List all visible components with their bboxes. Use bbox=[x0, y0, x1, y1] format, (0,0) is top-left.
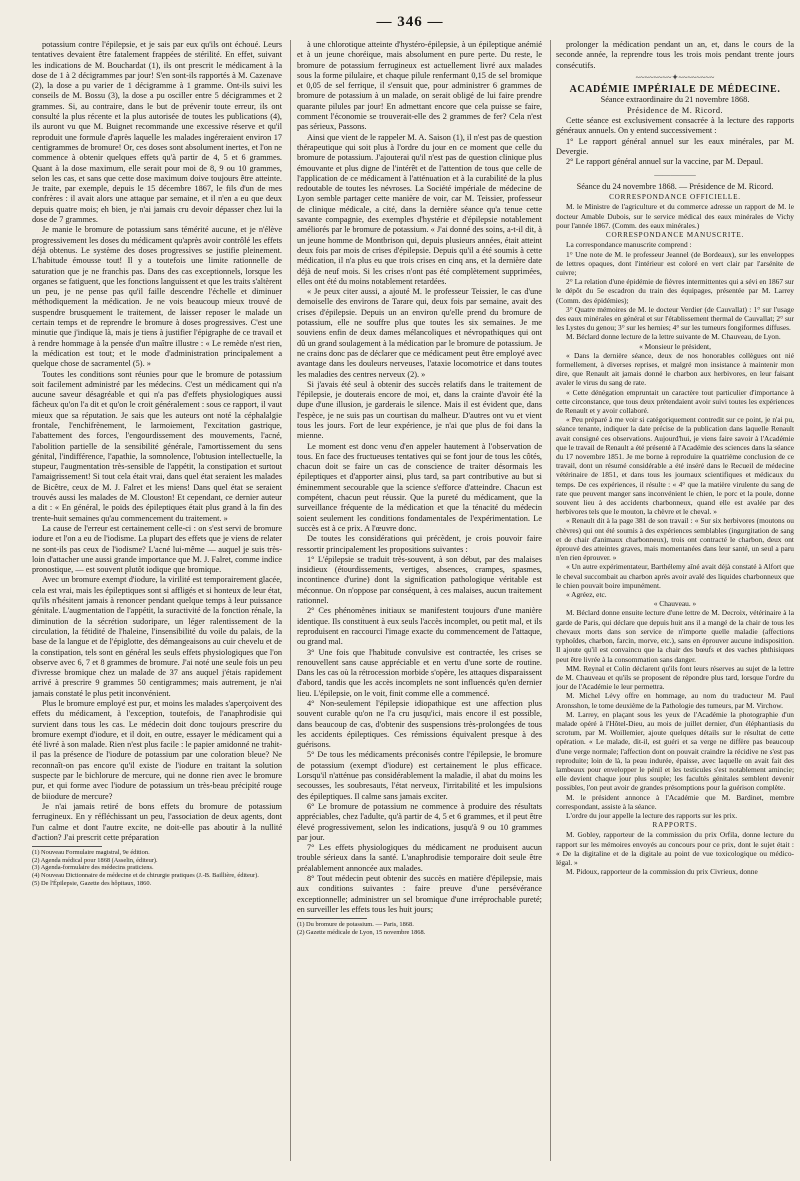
paragraph: La correspondance manuscrite comprend : bbox=[566, 240, 692, 250]
paragraph: 1° Une note de M. le professeur Jeannel (de Bordeaux), sur les enveloppes de lettres opaques, dont l'intérieur est coloré en vert clair par l'arsénite de cuivre; bbox=[556, 249, 794, 277]
paragraph: Ainsi que vient de le rappeler M. A. Saison (1), il n'est pas de question thérapeutique qui soit plus à l'ordre du jour en ce moment que celle du bromure de potassium. J'ajouterai qu'il n'est pas de question clinique plus émouvante et plus digne de l'intérêt et de l'attention de tous que celle de l'application de ce médicament à l'atténuation et à la curabilité de la plus redoutable de toutes les névroses. La Société impériale de médecine de Lyon semble partager cette manière de voir, car M. Teissier, professeur de clinique médicale, a cité, dans la dernière séance qu'a tenue cette savante compagnie, des exemples d'hystérie et d'épilepsie notablement améliorés par le bromure de potassium. « J'ai donné des soins, a-t-il dit, à un jeune homme de Montbrison qui, depuis plusieurs années, était atteint deux fois par mois de crises d'épilepsie. Depuis qu'il a été soumis à cette médication, il n'a plus eu que trois crises en cinq ans, et la dernière date déjà de neuf mois. Si les crises n'ont pas été complètement supprimées, elles ont été du moins notablement retardées. bbox=[297, 132, 542, 286]
paragraph: à une chlorotique atteinte d'hystéro-épilepsie, à un épileptique anémié et à un jeune choréique, mais absolument en pure perte. Du reste, le bromure de potassium ferrugineux est actuellement livré aux malades sous la forme pilulaire, et chaque pilule renfermant 0,15 de sel bromique et 0,05 de sel ferrique, il s'ensuit que, pour administrer 6 grammes de bromure de potassium à un malade, on serait obligé de lui faire prendre quarante pilules par jour! En admettant encore que cela puisse se faire, comment l'économie se trouverait-elle des 2 grammes de fer? Cela n'est pas sérieux, Passons. bbox=[297, 40, 542, 132]
paragraph: L'ordre du jour appelle la lecture des rapports sur les prix. bbox=[566, 810, 738, 820]
column-right bbox=[556, 40, 794, 1169]
paragraph: Je manie le bromure de potassium sans témérité aucune, et je n'élève progressivement les doses du médicament qu'après avoir contrôlé les effets déjà obtenus. Le système des doses progressives se justifie pleinement. L'habitude émousse tout! Il y a toutefois une limite rationnelle de saturation que je ne franchis pas. Dans des cas exceptionnels, lorsque les organes se fatiguent, que les fonctions languissent et que les traits s'altèrent un peu, je ne pense pas qu'il faille descendre l'échelle et diminuer méthodiquement la médication. Je ne vois beaucoup mieux trouvé de suspendre brusquement le traitement, de laisser reposer le malade un certain temps et de reprendre le bromure à doses progressives. C'est une minutie que j'indique là, mais je tiens à justifier l'épigraphe de ce travail et à rendre hommage à la pensée d'un maître illustre : « Le remède n'est rien, la médication est tout; et le mode d'administration principalement a quelque chose de sacramentel (5). » bbox=[32, 225, 282, 369]
paragraph: 2° La relation d'une épidémie de fièvres intermittentes qui a sévi en 1867 sur le dépôt du 5e escadron du train des équipages, présentée par M. Larrey (Comm. des épidémies); bbox=[556, 277, 794, 305]
paragraph: M. Pidoux, rapporteur de la commission du prix Civrieux, donne bbox=[566, 867, 758, 877]
proposition: 8° Tout médecin peut obtenir des succès en matière d'épilepsie, mais aux conditions suivantes : faire preuve d'une persévérance exceptionnelle; administrer un sel bromique d'une irréprochable pureté; en surveiller les effets tous les huit jours; bbox=[297, 874, 542, 914]
subsection-title: CORRESPONDANCE MANUSCRITE. bbox=[605, 231, 745, 240]
paragraph: « Dans la dernière séance, deux de nos honorables collègues ont nié formellement, à diverses reprises, et malgré mon insistance à maintenir mon dire, que Renault ait jamais donné le charbon aux herbivores, en leur faisant avaler le virus du sang de rate. bbox=[556, 350, 794, 388]
paragraph: Avec un bromure exempt d'iodure, la virilité est temporairement glacée, cela est vrai, mais les épileptiques sont si affligés et si honteux de leur état, qu'ils n'hésitent jamais à renoncer pendant quelque temps à leur puissance génitale. L'augmentation de l'appétit, la suractivité de la fonction rénale, la diminution de la sécrétion sudoripare, un léger ralentissement de la circulation, la fétidité de l'haleine, l'insensibilité du voile du palais, de la base de la langue et de l'épiglotte, des démangeaisons au cuir chevelu et de la constipation, tels sont en général les seuls effets physiologiques que l'on observe avec 6, 7 et 8 grammes de bromure. J'ai noté une seule fois un peu d'ivresse bromique chez un malade de 37 ans auquel j'étais rapidement arrivé à prescrire 9 grammes 50 centigrammes; mais autrement, je n'ai jamais constaté le plus petit inconvénient. bbox=[32, 575, 282, 698]
footnote: (2) Gazette médicale de Lyon, 15 novembre 1868. bbox=[297, 928, 426, 936]
proposition: 5° De tous les médicaments préconisés contre l'épilepsie, le bromure de potassium (exempt d'iodure) est certainement le plus efficace. Lorsqu'il n'atténue pas considérablement la maladie, il abat du moins les secousses, les soubresauts, l'état nerveux, l'irritabilité et les impulsions des épileptiques. Il calme sans jamais exciter. bbox=[297, 750, 542, 801]
paragraph: Le moment est donc venu d'en appeler hautement à l'observation de tous. En face des fructueuses tentatives qui se font jour de tous les côtés, chacun doit se faire un cas de conscience de traiter désormais les épileptiques et d'apporter ainsi, plus tard, sa part contributive au but si éminemment secourable que la science s'efforce d'atteindre. Chacun est compétent, chacun peut réussir. Que la pureté du médicament, que la surveillance fréquente de la médication et que la ténacité du médecin soient seulement les conditions fondamentales de l'expérimentation. Le succès est à ce prix. A l'œuvre donc. bbox=[297, 441, 542, 533]
page-number: — 346 — bbox=[376, 14, 444, 30]
subsection-title: RAPPORTS. bbox=[652, 821, 698, 830]
signature: « Chauveau. » bbox=[653, 599, 697, 609]
paragraph: « Peu préparé à me voir si catégoriquement contredit sur ce point, je n'ai pu, séance tenante, indiquer la date précise de la publication dans laquelle Renault avait consigné ces observations. Aujourd'hui, je viens faire savoir à l'Académie que le travail de Renault a été présenté à l'Académie des sciences dans la séance du 17 novembre 1851. Je me borne à reproduire la quatrième conclusion de ce travail, dont un résumé considérable a été inséré dans le Recueil de médecine vétérinaire de 1851, et dans tous les journaux scientifiques et médicaux du temps. De ces expériences, il résulte : « 4° que la matière virulente du sang de rate que peuvent manger sans inconvénient le chien, le porc et la poule, donne souvent lieu à des accidents charbonneux, quand elle est avalée par des herbivores tels que le mouton, la chèvre et le cheval. » bbox=[556, 415, 794, 517]
paragraph: M. Larrey, en plaçant sous les yeux de l'Académie la photographie d'un malade opéré à l'Hôtel-Dieu, au mois de juillet dernier, d'un éléphantiasis du scrotum, par M. Woillemier, ajoute quelques détails sur le résultat de cette opération. « Le malade, dit-il, est guéri et sa verge ne diffère pas beaucoup d'une verge normale; l'affection dont on pouvait craindre la récidive ne s'est pas reproduite; loin de là, la peau indurée, épaisse, avec laquelle on avait fait des lambeaux pour envelopper le pénil et les testicules s'est notablement amincie; elle devient chaque jour plus souple; les facultés génitales semblent devenir possibles, l'on peut avoir de grandes présomptions pour la guérison complète. bbox=[556, 709, 794, 793]
session-title: Séance extraordinaire du 21 novembre 1868. bbox=[600, 95, 750, 105]
footnote: (2) Agenda médical pour 1868 (Asselin, éditeur). bbox=[32, 856, 158, 864]
paragraph: 2° Le rapport général annuel sur la vaccine, par M. Depaul. bbox=[566, 157, 764, 167]
column-rule-right bbox=[550, 40, 551, 1161]
footnote-rule bbox=[297, 918, 367, 919]
paragraph: potassium contre l'épilepsie, et je sais par eux qu'ils ont échoué. Leurs tentatives devaient être fatalement frappées de stérilité. En effet, suivant les indications de M. Bouchardat (1), ils ont prescrit le médicament à la dose de 1 à 2 décigrammes par jour! S'en sont-ils rapportés à M. Cazenave (2), la dose a pu varier de 1 décigramme à 1 gramme. Ont-ils suivi les conseils de M. Bossu (3), la dose a pu osciller entre 5 décigrammes et 2 grammes. Si, au contraire, dans le but de prévenir toute erreur, ils ont consulté la plus récente et la plus autorisée de toutes les publications (4), ils auront vu que M. Buignet recommande une excessive réserve et qu'il reproduit une formule d'après laquelle les malades ingéreraient environ 17 centigrammes de bromure! Or, ces doses sont absolument inertes, et l'on ne commence à obtenir quelques effets qu'à partir de 4, 5 et 6 grammes. Quant à la dose maximum, elle serait pour moi de 8, 9 ou 10 grammes, selon les cas, et sans que cette dose maximum doive toujours être atteinte. Je traite, par exemple, depuis le 15 décembre 1867, le fils d'un de mes confrères : il avait alors une attaque par semaine, et il n'en a eu que deux depuis quatre mois; eh bien, je n'ai jamais cru devoir dépasser chez lui la dose de 7 grammes. bbox=[32, 40, 282, 225]
footnote: (5) De l'Épilepsie, Gazette des hôpitaux, 1860. bbox=[32, 879, 152, 887]
paragraph: « Un autre expérimentateur, Barthélemy aîné avait déjà constaté à Alfort que le cheval succombait au charbon après avoir avalé des liquides charbonneux que le chien pouvait boire impunément. bbox=[556, 562, 794, 590]
session-president: Présidence de M. Ricord. bbox=[626, 105, 724, 115]
paragraph: Si j'avais été seul à obtenir des succès relatifs dans le traitement de l'épilepsie, je douterais encore de moi, et, dans la crainte d'avoir été la dupe d'une illusion, je garderais le silence. Mais il est évident que, dans l'espèce, je ne suis pas un courtisan du malheur. D'autres ont vu et vient tous les jours. Fort de leur expérience, je n'ai que plus de foi dans la mienne. bbox=[297, 379, 542, 441]
paragraph: « Monsieur le président, bbox=[639, 341, 711, 351]
paragraph: M. Gobley, rapporteur de la commission du prix Orfila, donne lecture du rapport sur les mémoires envoyés au concours pour ce prix, dont le sujet était : « De la digitaline et de la digitale au point de vue toxicologique ou médico-légal. » bbox=[556, 830, 794, 868]
paragraph: « Cette dénégation empruntait un caractère tout particulier d'importance à cette circonstance, que tous deux prétendaient avoir suivi toutes les expériences de Renault et y avoir collaboré. bbox=[556, 387, 794, 416]
subsection-title: CORRESPONDANCE OFFICIELLE. bbox=[609, 193, 741, 202]
paragraph: Plus le bromure employé est pur, et moins les malades s'aperçoivent des effets du médicament, à l'exception, toutefois, de l'anaphrodisie qui survient dans tous les cas. Le médecin doit donc toujours prescrire du bromure exempt d'iodure, et il doit, en outre, essayer le médicament qui a été livré à son malade. Rien n'est plus facile : le papier amidonné ne trahit-il pas la présence de l'iodure de potassium par une coloration bleue? Ne reconnaît-on pas encore qu'il existe de l'iodure en traitant la solution suspecte par le bichlorure de mercure, qui ne donne rien avec le bromure pur, et qui forme avec l'iodure de potassium un très-beau précipité rouge de biiodure de mercure? bbox=[32, 699, 282, 801]
session-title: Séance du 24 novembre 1868. — Présidence de M. Ricord. bbox=[576, 181, 774, 191]
footnote: (1) Du bromure de potassium. — Paris, 1868. bbox=[297, 921, 414, 929]
section-title: ACADÉMIE IMPÉRIALE DE MÉDECINE. bbox=[569, 84, 781, 96]
paragraph: 3° Quatre mémoires de M. le docteur Verdier (de Cauvallat) : 1° sur l'usage des eaux minérales en général et sur l'établissement thermal de Cauvallat; 2° sur les Lystes du genou; 3° sur les hernies; 4° sur les tumeurs fongiformes diffuses. bbox=[556, 304, 794, 333]
column-left bbox=[32, 40, 282, 1169]
separator: ――――― bbox=[654, 169, 696, 179]
proposition: 1° L'épilepsie se traduit très-souvent, à son début, par des malaises insidieux (étourdissements, vertiges, absences, crampes, spasmes, incontinence d'urine) dont la signification pathologique véritable est méconnue. On n'oppose par conséquent, à ces malaises, aucun traitement rationnel. bbox=[297, 554, 542, 606]
paragraph: Toutes les conditions sont réunies pour que le bromure de potassium soit facilement administré par les médecins. C'est un médicament qui n'a aucune saveur désagréable et qui n'a pas d'effets physiologiques aussi fâcheux qu'on l'a dit et qu'on le croit généralement : sous ce rapport, il vaut mieux que sa réputation. Je sais que les auteurs ont noté la céphalalgie frontale, l'enchifrènement, le larmoiement, l'excitation gastrique, l'abattement des forces, l'engourdissement des mouvements, l'acné, l'abolition partielle de la sensibilité générale, l'amortissement du sens génital, l'indifférence, l'apathie, la somnolence, l'obtusion intellectuelle, la stupeur, l'augmentation très-sensible de l'appétit, la constipation et surtout l'amaigrissement! Si tout cela était vrai, dans quel état seraient les malades de Bicêtre, ceux de M. J. Falret et les miens! Dans quel état se seraient trouvés aussi les malades de M. Clouston! Et cependant, ce dernier auteur a dit : « En général, le poids des épileptiques était plus grand à la fin des trente-huit semaines qu'au commencement du traitement. » bbox=[32, 369, 282, 523]
proposition: 4° Non-seulement l'épilepsie idiopathique est une affection plus souvent curable qu'on ne l'a cru jusqu'ici, mais encore il est possible, dans beaucoup de cas, d'obtenir des suspensions très-prolongées de tous les accidents épileptiques. Ces rémissions équivalent presque à des guérisons. bbox=[297, 699, 542, 750]
ornament-divider: ~~~~~~~~✦~~~~~~~~ bbox=[635, 72, 715, 82]
paragraph: 1° Le rapport général annuel sur les eaux minérales, par M. Devergie. bbox=[556, 136, 794, 156]
paragraph: De toutes les considérations qui précèdent, je crois pouvoir faire ressortir principalement les propositions suivantes : bbox=[297, 534, 542, 554]
paragraph: M. le Ministre de l'agriculture et du commerce adresse un rapport de M. le docteur Amable Dubois, sur le service médical des eaux minérales de Vichy pour l'année 1867. (Comm. des eaux minérales.) bbox=[556, 202, 794, 230]
paragraph: Je n'ai jamais retiré de bons effets du bromure de potassium ferrugineux. En y réfléchissant un peu, l'association de deux agents, dont l'un calme et dont l'autre excite, ne doit-elle pas aboutir à la nullité d'action? J'ai prescrit cette préparation bbox=[32, 801, 282, 842]
paragraph: M. Béclard donne ensuite lecture d'une lettre de M. Decroix, vétérinaire à la garde de Paris, qui déclare que depuis huit ans il a mangé de la chair de tous les chevaux morts dans son service de n'importe quelle maladie (affections typhoïdes, charbon, farcin, morve, etc.), sans en éprouver aucune indisposition. Il ajoute qu'il est convaincu que la chair des bœufs et des vaches phthisiques peut être livrée à la consommation sans danger. bbox=[556, 608, 794, 664]
paragraph: La cause de l'erreur est certainement celle-ci : on s'est servi de bromure iodure et l'on a eu de l'iodisme. La plupart des effets que je viens de relater ne sont-ils pas ceux de l'iodisme? L'acné lui-même — auquel je suis très-loin d'attacher une aussi grande importance que M. J. Falret, comme indice pronostique, — est souvent plutôt iodique que bromique. bbox=[32, 523, 282, 575]
paragraph: « Je peux citer aussi, a ajouté M. le professeur Teissier, le cas d'une demoiselle des environs de Tarare qui, deux fois par semaine, avait des crises d'épilepsie. Depuis un an environ qu'elle prend du bromure de potassium, elle ne souffre plus que toutes les six semaines. Je me souviens enfin de deux dames mélancoliques et névropathiques qui ont dû un grand soulagement à la médication par le bromure de potassium. Je ne crains donc pas de déclarer que ce médicament peut être employé avec avantage dans les douleurs nerveuses, l'ataxie locomotrice et dans toutes les maladies des centres nerveux (2). » bbox=[297, 287, 542, 379]
paragraph: M. le président annonce à l'Académie que M. Bardinet, membre correspondant, assiste à la séance. bbox=[556, 792, 794, 811]
footnote-rule bbox=[32, 846, 102, 847]
proposition: 6° Le bromure de potassium ne commence à produire des résultats appréciables, chez l'adulte, qu'à partir de 4, 5 et 6 grammes, et il peut être élevé progressivement, selon les indications, jusqu'à 9 ou 10 grammes par jour. bbox=[297, 801, 542, 842]
proposition: 3° Une fois que l'habitude convulsive est contractée, les crises se renouvellent sans cause appréciable et en vertu d'une sorte de routine. Dans les cas où la rétrocession morbide s'opère, les attaques disparaissent d'abord, tandis que les accès incomplets ne sont influencés qu'en dernier lieu. L'épilepsie, on le voit, finit comme elle a commencé. bbox=[297, 647, 542, 698]
footnote: (1) Nouveau Formulaire magistral, 9e édition. bbox=[32, 849, 150, 857]
column-middle bbox=[297, 40, 542, 1169]
column-rule-left bbox=[290, 40, 291, 1161]
paragraph: M. Béclard donne lecture de la lettre suivante de M. Chauveau, de Lyon. bbox=[566, 332, 781, 342]
footnote: (4) Nouveau Dictionnaire de médecine et de chirurgie pratiques (J.-B. Baillière, éditeur). bbox=[32, 871, 259, 879]
proposition: 7° Les effets physiologiques du médicament ne produisent aucun trouble sérieux dans la santé. L'anaphrodisie temporaire doit seule être préalablement annoncée aux malades. bbox=[297, 843, 542, 873]
paragraph: « Agréez, etc. bbox=[566, 590, 607, 600]
paragraph: Cette séance est exclusivement consacrée à la lecture des rapports généraux annuels. On y entend successivement : bbox=[556, 116, 794, 136]
paragraph: prolonger la médication pendant un an, et, dans le cours de la seconde année, la reprendre tous les trois mois pendant trente jours consécutifs. bbox=[556, 40, 794, 70]
paragraph: « Renault dit à la page 381 de son travail : « Sur six herbivores (moutons ou chèvres) qui ont été soumis à des expériences semblables (ingurgitation de sang et de chair d'animaux charbonneux), trois ont contracté le charbon, deux ont éprouvé des atteintes graves, mais momentanées dans leur santé, un seul a paru n'en rien éprouver. » bbox=[556, 516, 794, 563]
footnote: (3) Agenda-formulaire des médecins praticiens. bbox=[32, 864, 154, 872]
paragraph: M. Michel Lévy offre en hommage, au nom du traducteur M. Paul Aronsshon, le tome deuxième de la Pathologie des tumeurs, par M. Virchow. bbox=[556, 691, 794, 710]
proposition: 2° Ces phénomènes initiaux se manifestent toujours d'une manière identique. Ils constituent à eux seuls l'accès incomplet, ou petit mal, et ils reproduisent en raccourci l'image exacte du commencement de l'attaque, ou grand mal. bbox=[297, 606, 542, 647]
paragraph: MM. Reynal et Colin déclarent qu'ils font leurs réserves au sujet de la lettre de M. Chauveau et qu'ils se proposent de répondre plus tard, lorsque l'ordre du jour de l'Académie le leur permettra. bbox=[556, 663, 794, 692]
